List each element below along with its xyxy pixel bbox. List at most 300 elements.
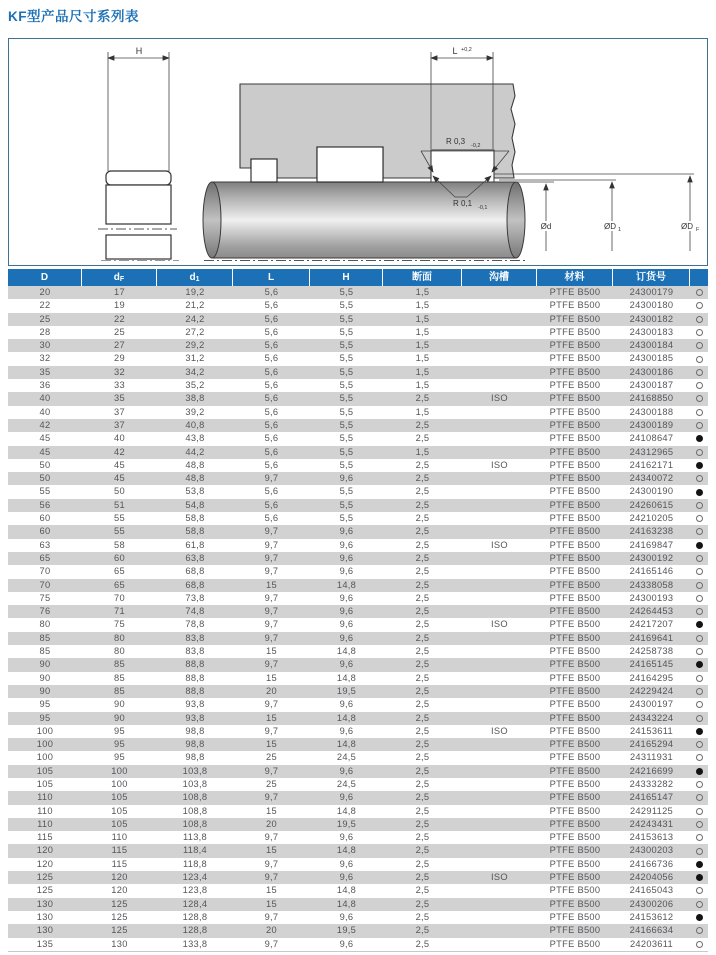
cell-H: 9,6 — [339, 632, 354, 643]
cell-H: 14,8 — [336, 579, 357, 590]
cell-D: 25 — [39, 313, 51, 324]
availability-open-icon — [696, 741, 703, 748]
cell-dF: 85 — [114, 685, 125, 696]
cell-material: PTFE B500 — [549, 765, 601, 776]
cell-availability — [690, 618, 708, 631]
table-row — [8, 632, 708, 645]
cell-L: 9,7 — [264, 566, 279, 577]
availability-open-icon — [696, 834, 703, 841]
cell-D: 105 — [36, 778, 54, 789]
cell-L: 5,6 — [264, 459, 279, 470]
availability-filled-icon — [696, 768, 703, 775]
table-row — [8, 432, 708, 445]
cell-dF: 80 — [114, 646, 125, 657]
cell-H: 5,5 — [339, 459, 354, 470]
cell-L: 9,7 — [264, 911, 279, 922]
cell-availability — [690, 525, 708, 538]
cell-dF: 125 — [111, 925, 128, 936]
cell-material: PTFE B500 — [549, 366, 601, 377]
cell-L: 20 — [266, 685, 277, 696]
cell-H: 5,5 — [339, 513, 354, 524]
cell-D: 115 — [37, 832, 53, 843]
cell-availability — [690, 765, 708, 778]
cell-order-no: 24165147 — [629, 792, 674, 803]
cell-L: 5,6 — [264, 380, 279, 391]
cell-dF: 90 — [114, 712, 125, 723]
table-row — [8, 339, 708, 352]
cell-section: 1,5 — [415, 366, 430, 377]
cell-H: 9,6 — [339, 592, 354, 603]
cell-availability — [690, 632, 708, 645]
cell-D: 50 — [39, 473, 51, 484]
availability-open-icon — [696, 528, 703, 535]
table-row — [8, 685, 708, 698]
cell-H: 9,6 — [339, 539, 354, 550]
cell-d1: 118,4 — [182, 845, 208, 856]
cell-order-no: 24300182 — [629, 313, 674, 324]
cell-dF: 105 — [111, 792, 128, 803]
availability-open-icon — [696, 808, 703, 815]
cell-D: 125 — [36, 872, 54, 883]
cell-order-no: 24300185 — [629, 353, 674, 364]
cell-L: 15 — [266, 885, 277, 896]
cell-d1: 83,8 — [185, 632, 205, 643]
cell-order-no: 24311931 — [629, 752, 674, 763]
cell-availability — [690, 605, 708, 618]
cell-L: 9,7 — [264, 938, 279, 949]
availability-open-icon — [696, 342, 703, 349]
cell-dF: 35 — [114, 393, 125, 404]
cell-L: 9,7 — [264, 872, 279, 883]
cell-section: 2,5 — [415, 513, 430, 524]
availability-open-icon — [696, 475, 703, 482]
cell-availability — [690, 871, 708, 884]
cell-material: PTFE B500 — [549, 858, 601, 869]
table-row — [8, 499, 708, 512]
cell-material: PTFE B500 — [549, 632, 601, 643]
cell-availability — [690, 738, 708, 751]
cell-section: 2,5 — [415, 619, 430, 630]
radius-top-label: R 0,3 — [446, 137, 466, 146]
cell-groove: ISO — [491, 393, 508, 404]
cell-material: PTFE B500 — [549, 419, 601, 430]
availability-open-icon — [696, 887, 703, 894]
cell-material: PTFE B500 — [549, 672, 601, 683]
cell-D: 70 — [39, 579, 51, 590]
cell-D: 110 — [37, 818, 53, 829]
cell-L: 5,6 — [264, 287, 279, 297]
availability-filled-icon — [696, 435, 703, 442]
cell-order-no: 24264453 — [629, 606, 674, 617]
cell-D: 50 — [39, 459, 51, 470]
table-row — [8, 725, 708, 738]
availability-open-icon — [696, 555, 703, 562]
column-header-availability — [690, 269, 708, 286]
dia-flange-label: ØD — [681, 222, 693, 231]
cell-material: PTFE B500 — [549, 592, 601, 603]
cell-d1: 53,8 — [185, 486, 205, 497]
cell-H: 5,5 — [339, 326, 354, 337]
cell-order-no: 24300190 — [629, 486, 674, 497]
cell-material: PTFE B500 — [549, 406, 601, 417]
cell-D: 130 — [36, 925, 54, 936]
cell-section: 2,5 — [415, 473, 430, 484]
cell-order-no: 24169847 — [629, 539, 674, 550]
cell-d1: 113,8 — [182, 832, 208, 843]
cell-D: 70 — [39, 566, 51, 577]
cell-d1: 83,8 — [185, 646, 205, 657]
cell-H: 5,5 — [339, 406, 354, 417]
cell-dF: 105 — [111, 805, 128, 816]
cell-L: 9,7 — [264, 632, 279, 643]
table-row — [8, 898, 708, 911]
cell-order-no: 24300188 — [629, 406, 674, 417]
cell-material: PTFE B500 — [549, 340, 601, 351]
cell-d1: 93,8 — [185, 699, 205, 710]
table-row — [8, 844, 708, 857]
cell-d1: 58,8 — [185, 526, 205, 537]
cell-order-no: 24164295 — [629, 672, 674, 683]
cell-material: PTFE B500 — [549, 353, 601, 364]
cell-section: 2,5 — [415, 539, 430, 550]
cell-L: 5,6 — [264, 393, 279, 404]
cell-d1: 74,8 — [185, 606, 205, 617]
cell-dF: 65 — [114, 579, 125, 590]
cell-availability — [690, 539, 708, 552]
table-row — [8, 658, 708, 671]
cell-order-no: 24300203 — [629, 845, 674, 856]
cell-material: PTFE B500 — [549, 552, 601, 563]
cell-order-no: 24210205 — [629, 513, 674, 524]
cell-groove: ISO — [491, 725, 508, 736]
installation-view — [203, 46, 704, 261]
cell-dF: 22 — [114, 313, 125, 324]
cell-availability — [690, 499, 708, 512]
cell-dF: 65 — [114, 566, 125, 577]
cell-section: 1,5 — [415, 340, 430, 351]
cell-d1: 58,8 — [185, 513, 205, 524]
cell-dF: 25 — [114, 326, 125, 337]
cell-d1: 68,8 — [185, 579, 205, 590]
cell-section: 2,5 — [415, 752, 430, 763]
availability-open-icon — [696, 794, 703, 801]
cell-d1: 123,4 — [182, 872, 208, 883]
availability-open-icon — [696, 409, 703, 416]
cell-H: 9,6 — [339, 858, 354, 869]
cell-dF: 80 — [114, 632, 125, 643]
cell-availability — [690, 751, 708, 764]
cell-section: 2,5 — [415, 712, 430, 723]
cell-groove: ISO — [491, 619, 508, 630]
cell-section: 1,5 — [415, 353, 430, 364]
cell-section: 2,5 — [415, 845, 430, 856]
cell-D: 135 — [36, 938, 54, 949]
cell-section: 2,5 — [415, 632, 430, 643]
table-row — [8, 938, 708, 951]
cell-D: 100 — [36, 725, 54, 736]
cell-availability — [690, 565, 708, 578]
cell-availability — [690, 778, 708, 791]
cell-H: 9,6 — [339, 792, 354, 803]
column-header-order-no: 订货号 — [613, 269, 690, 286]
cell-dF: 95 — [114, 725, 125, 736]
cell-H: 9,6 — [339, 619, 354, 630]
cell-order-no: 24300184 — [629, 340, 674, 351]
seal-large — [317, 147, 383, 182]
cell-L: 5,6 — [264, 326, 279, 337]
availability-filled-icon — [696, 462, 703, 469]
availability-open-icon — [696, 582, 703, 589]
table-row — [8, 406, 708, 419]
cell-H: 19,5 — [336, 685, 357, 696]
table-row — [8, 366, 708, 379]
cell-D: 90 — [39, 672, 51, 683]
seal-small — [251, 159, 277, 182]
column-header-H: H — [310, 269, 383, 286]
cell-section: 2,5 — [415, 832, 430, 843]
cell-section: 2,5 — [415, 805, 430, 816]
cell-D: 65 — [39, 552, 51, 563]
table-row — [8, 751, 708, 764]
cell-section: 1,5 — [415, 326, 430, 337]
cell-availability — [690, 858, 708, 871]
cell-L: 15 — [266, 646, 277, 657]
table-row — [8, 446, 708, 459]
cell-availability — [690, 446, 708, 459]
cell-H: 14,8 — [336, 739, 357, 750]
cell-order-no: 24300192 — [629, 552, 674, 563]
cell-L: 9,7 — [264, 792, 279, 803]
availability-open-icon — [696, 329, 703, 336]
cell-availability — [690, 392, 708, 405]
cell-L: 20 — [266, 818, 277, 829]
cell-d1: 31,2 — [185, 353, 205, 364]
cell-H: 9,6 — [339, 566, 354, 577]
cell-D: 28 — [39, 326, 51, 337]
cell-section: 2,5 — [415, 739, 430, 750]
cell-d1: 133,8 — [182, 938, 208, 949]
dia-shaft-label: Ød — [540, 222, 552, 231]
cell-order-no: 24300193 — [629, 592, 674, 603]
cell-H: 5,5 — [339, 300, 354, 311]
technical-drawing-panel — [8, 38, 708, 266]
cell-dF: 27 — [114, 340, 125, 351]
cell-availability — [690, 884, 708, 897]
cell-d1: 24,2 — [185, 313, 205, 324]
cell-L: 9,7 — [264, 473, 279, 484]
cell-order-no: 24153611 — [629, 725, 674, 736]
availability-filled-icon — [696, 874, 703, 881]
cell-availability — [690, 339, 708, 352]
cell-section: 2,5 — [415, 911, 430, 922]
cell-dF: 60 — [114, 552, 125, 563]
cell-order-no: 24166736 — [629, 858, 674, 869]
cell-L: 9,7 — [264, 526, 279, 537]
dia-flange-sub: F — [696, 227, 700, 233]
cell-material: PTFE B500 — [549, 752, 601, 763]
table-row — [8, 805, 708, 818]
cell-section: 2,5 — [415, 685, 430, 696]
cell-availability — [690, 844, 708, 857]
cell-order-no: 24300183 — [629, 326, 674, 337]
cell-material: PTFE B500 — [549, 380, 601, 391]
cell-H: 5,5 — [339, 366, 354, 377]
cell-d1: 34,2 — [185, 366, 205, 377]
cell-H: 5,5 — [339, 393, 354, 404]
cell-d1: 43,8 — [185, 433, 205, 444]
cell-D: 100 — [36, 752, 54, 763]
cell-section: 2,5 — [415, 898, 430, 909]
table-row — [8, 911, 708, 924]
cell-dF: 95 — [114, 752, 125, 763]
cell-section: 2,5 — [415, 419, 430, 430]
cell-dF: 45 — [114, 459, 125, 470]
cell-H: 9,6 — [339, 552, 354, 563]
cell-d1: 68,8 — [185, 566, 205, 577]
cell-D: 55 — [39, 486, 51, 497]
cell-L: 5,6 — [264, 406, 279, 417]
dim-l-label: L — [452, 46, 458, 56]
cell-H: 14,8 — [336, 898, 357, 909]
table-row — [8, 738, 708, 751]
cell-dF: 37 — [114, 406, 125, 417]
cell-availability — [690, 645, 708, 658]
cell-L: 5,6 — [264, 366, 279, 377]
table-row — [8, 485, 708, 498]
cell-L: 5,6 — [264, 513, 279, 524]
cell-D: 125 — [36, 885, 54, 896]
table-row — [8, 579, 708, 592]
cell-H: 14,8 — [336, 712, 357, 723]
cell-order-no: 24300189 — [629, 419, 674, 430]
cell-section: 2,5 — [415, 526, 430, 537]
cell-d1: 27,2 — [185, 326, 205, 337]
cell-D: 75 — [39, 592, 51, 603]
table-row — [8, 592, 708, 605]
cell-material: PTFE B500 — [549, 925, 601, 936]
cell-dF: 70 — [114, 592, 125, 603]
table-row — [8, 778, 708, 791]
cell-D: 95 — [39, 699, 51, 710]
table-row — [8, 858, 708, 871]
cell-material: PTFE B500 — [549, 872, 601, 883]
cell-material: PTFE B500 — [549, 579, 601, 590]
cell-H: 5,5 — [339, 380, 354, 391]
cell-L: 9,7 — [264, 619, 279, 630]
cell-dF: 58 — [114, 539, 125, 550]
cell-groove: ISO — [491, 872, 508, 883]
table-row — [8, 871, 708, 884]
cell-section: 2,5 — [415, 592, 430, 603]
cell-material: PTFE B500 — [549, 845, 601, 856]
cell-availability — [690, 579, 708, 592]
cell-order-no: 24165043 — [629, 885, 674, 896]
availability-open-icon — [696, 715, 703, 722]
cell-material: PTFE B500 — [549, 486, 601, 497]
table-row — [8, 791, 708, 804]
column-header-L: L — [233, 269, 310, 286]
cell-d1: 128,8 — [182, 925, 208, 936]
column-header-material: 材料 — [537, 269, 613, 286]
cell-section: 2,5 — [415, 486, 430, 497]
table-header-row — [8, 269, 708, 286]
dia-inner-sub: 1 — [618, 227, 622, 233]
cell-dF: 95 — [114, 739, 125, 750]
availability-filled-icon — [696, 661, 703, 668]
cell-D: 130 — [36, 898, 54, 909]
availability-open-icon — [696, 356, 703, 363]
dim-h-label: H — [135, 46, 143, 56]
cell-L: 9,7 — [264, 592, 279, 603]
cell-order-no: 24260615 — [629, 499, 674, 510]
cell-dF: 55 — [114, 513, 125, 524]
cell-dF: 71 — [114, 606, 125, 617]
cell-dF: 45 — [114, 473, 125, 484]
table-row — [8, 645, 708, 658]
cell-dF: 90 — [114, 699, 125, 710]
availability-open-icon — [696, 821, 703, 828]
cell-D: 110 — [37, 792, 53, 803]
cell-L: 15 — [266, 672, 277, 683]
cell-dF: 115 — [111, 845, 128, 856]
cell-D: 45 — [39, 446, 51, 457]
shaft — [212, 182, 516, 258]
availability-open-icon — [696, 568, 703, 575]
cell-order-no: 24169641 — [629, 632, 674, 643]
cell-d1: 40,8 — [185, 419, 205, 430]
cell-L: 9,7 — [264, 832, 279, 843]
cell-section: 2,5 — [415, 606, 430, 617]
cell-D: 95 — [39, 712, 51, 723]
cell-d1: 48,8 — [185, 473, 205, 484]
cell-order-no: 24153613 — [629, 832, 674, 843]
cell-D: 130 — [36, 911, 54, 922]
cell-L: 5,6 — [264, 499, 279, 510]
cell-availability — [690, 379, 708, 392]
cell-dF: 50 — [114, 486, 125, 497]
table-row — [8, 818, 708, 831]
availability-filled-icon — [696, 861, 703, 868]
cell-material: PTFE B500 — [549, 513, 601, 524]
availability-open-icon — [696, 781, 703, 788]
cell-D: 85 — [39, 632, 51, 643]
cell-L: 9,7 — [264, 552, 279, 563]
cell-order-no: 24300206 — [629, 898, 674, 909]
cell-section: 2,5 — [415, 659, 430, 670]
cell-d1: 93,8 — [185, 712, 205, 723]
cell-D: 85 — [39, 646, 51, 657]
cell-groove: ISO — [491, 539, 508, 550]
cell-d1: 88,8 — [185, 685, 205, 696]
cell-availability — [690, 406, 708, 419]
cell-d1: 48,8 — [185, 459, 205, 470]
table-row — [8, 512, 708, 525]
cell-order-no: 24312965 — [629, 446, 674, 457]
cell-D: 60 — [39, 513, 51, 524]
cell-material: PTFE B500 — [549, 459, 601, 470]
cell-section: 2,5 — [415, 925, 430, 936]
cell-order-no: 24258738 — [629, 646, 674, 657]
availability-open-icon — [696, 395, 703, 402]
cell-dF: 125 — [111, 898, 128, 909]
cell-section: 2,5 — [415, 938, 430, 949]
table-row — [8, 672, 708, 685]
availability-filled-icon — [696, 542, 703, 549]
table-row — [8, 552, 708, 565]
cell-D: 60 — [39, 526, 51, 537]
cell-section: 2,5 — [415, 499, 430, 510]
cell-dF: 120 — [111, 885, 128, 896]
